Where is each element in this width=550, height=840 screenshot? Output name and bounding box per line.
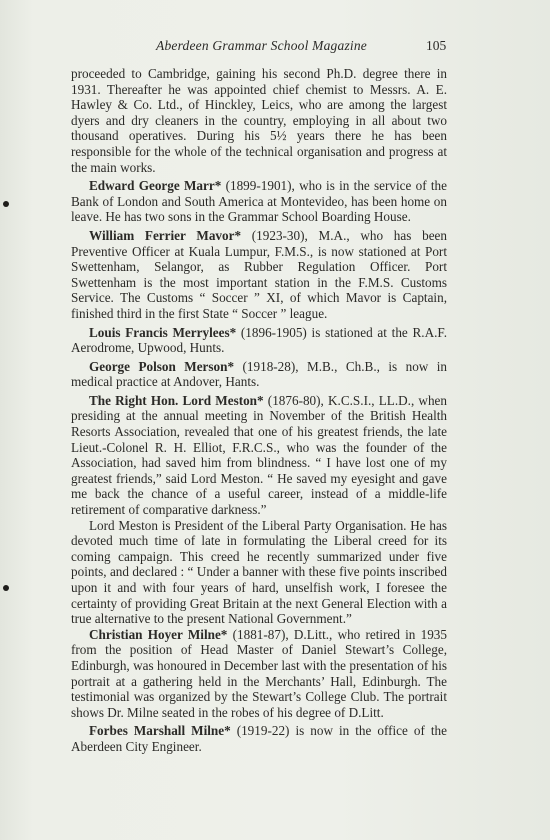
person-name: Louis Francis Merrylees* — [89, 324, 237, 340]
page-number: 105 — [426, 38, 447, 53]
person-name: William Ferrier Mavor* — [89, 227, 242, 243]
person-name: Christian Hoyer Milne* — [89, 626, 228, 642]
paragraph-continued — [71, 66, 447, 175]
binding-hole-mark — [3, 201, 9, 207]
paragraph-entry — [71, 178, 447, 225]
paragraph-entry — [71, 359, 447, 390]
paragraph-text: Lord Meston is President of the Liberal Party Organisation. He has devoted much time of late in formulating the Liberal creed for its coming campaign. This creed he recently summarized under five points, and declared : “ Under a banner with these five points inscribed upon it and with four years of hard, unselfish work, I foresee the certainty of providing Great Britain at the next General Election with a true alternative to the present National Government.” — [71, 517, 447, 627]
running-title: Aberdeen Grammar School Magazine — [156, 38, 367, 53]
paragraph-text: (1899-1901), who is in the service of the Bank of London and South America at Montevideo, has been home on leave. He has two sons in the Grammar School Boarding House. — [71, 178, 447, 225]
article-body — [71, 66, 447, 755]
paragraph-text: (1923-30), M.A., who has been Preventive Officer at Kuala Lumpur, F.M.S., is now stationed at Port Swettenham, Selangor, as Rubber Regulation Officer. Port Swettenham is the most important station in the F.M.S. Customs Service. The Customs “ Soccer ” XI, of which Mavor is Captain, finished third in the first State “ Soccer ” league. — [71, 227, 447, 321]
paragraph-text: proceeded to Cambridge, gaining his second Ph.D. degree there in 1931. Thereafter he was appointed chief chemist to Messrs. A. E. Hawley & Co. Ltd., of Hinckley, Leics, who are among the largest dyers and dry cleaners in the country, employing in all about two thousand operatives. During his 5½ years there he has been responsible for the whole of the technical organisation and progress at the main works. — [71, 66, 447, 175]
paragraph-text: (1919-22) is now in the office of the Aberdeen City Engineer. — [71, 723, 447, 754]
paragraph-text: (1876-80), K.C.S.I., LL.D., when presiding at the annual meeting in November of the British Health Resorts Association, revealed that one of his greatest friends, the late Lieut.-Colonel R. H. Elliot, F.R.C.S., who was the founder of the Association, had saved him from blindness. “ I have lost one of my greatest friends,” said Lord Meston. “ He saved my eyesight and gave me back the chance of a useful career, instead of a middle-life retirement of comparative darkness.” — [71, 392, 447, 518]
paragraph-continuation — [71, 518, 447, 627]
paragraph-text: (1881-87), D.Litt., who retired in 1935 from the position of Head Master of Daniel Stewart’s College, Edinburgh, was honoured in December last with the presentation of his portrait at a gathering held in the Merchants’ Hall, Edinburgh. The testimonial was organized by the Stewart’s College Club. The portrait shows Dr. Milne seated in the robes of his degree of D.Litt. — [71, 626, 447, 720]
paragraph-text: (1896-1905) is stationed at the R.A.F. Aerodrome, Upwood, Hunts. — [71, 324, 448, 356]
paragraph-entry — [71, 393, 447, 518]
paragraph-entry — [71, 228, 447, 322]
paragraph-entry — [71, 723, 447, 754]
binding-hole-mark — [3, 585, 9, 591]
person-name: Edward George Marr* — [89, 178, 222, 194]
person-name: George Polson Merson* — [89, 358, 235, 374]
paragraph-entry — [71, 325, 447, 356]
person-name: The Right Hon. Lord Meston* — [89, 392, 264, 408]
paragraph-text: (1918-28), M.B., Ch.B., is now in medical practice at Andover, Hants. — [71, 358, 448, 390]
person-name: Forbes Marshall Milne* — [89, 723, 231, 739]
page-header — [0, 38, 550, 58]
paragraph-entry — [71, 627, 447, 721]
